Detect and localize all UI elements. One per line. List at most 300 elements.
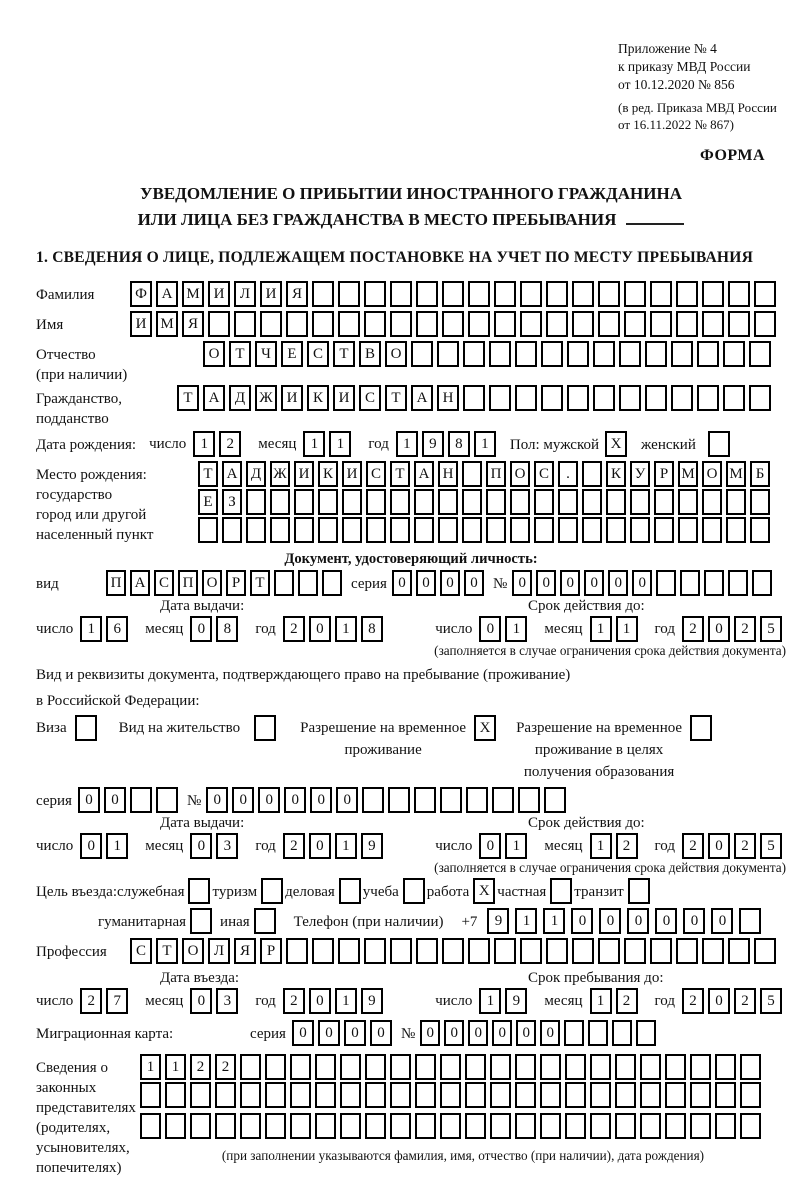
char-cell[interactable]: М [726,461,746,487]
char-cell[interactable] [490,1113,511,1139]
char-cell[interactable] [615,1054,636,1080]
year-digit-cell[interactable]: 1 [474,431,496,457]
char-cell[interactable] [598,938,620,964]
char-cell[interactable] [645,385,667,411]
char-cell[interactable]: 0 [258,787,280,813]
char-cell[interactable]: И [260,281,282,307]
char-cell[interactable] [338,938,360,964]
char-cell[interactable] [572,281,594,307]
char-cell[interactable]: К [606,461,626,487]
char-cell[interactable] [437,341,459,367]
char-cell[interactable]: 0 [516,1020,536,1046]
char-cell[interactable] [676,281,698,307]
char-cell[interactable]: 0 [540,1020,560,1046]
char-cell[interactable] [165,1082,186,1108]
char-cell[interactable] [715,1113,736,1139]
char-cell[interactable]: Я [182,311,204,337]
year-digit-cell[interactable]: 0 [309,616,331,642]
char-cell[interactable]: Ж [255,385,277,411]
month-digit-cell[interactable]: 8 [216,616,238,642]
char-cell[interactable] [665,1054,686,1080]
char-cell[interactable]: И [130,311,152,337]
char-cell[interactable]: М [678,461,698,487]
char-cell[interactable]: Е [281,341,303,367]
char-cell[interactable] [265,1082,286,1108]
char-cell[interactable] [489,385,511,411]
purpose-work-checkbox[interactable]: X [473,878,495,904]
char-cell[interactable] [702,489,722,515]
char-cell[interactable] [438,517,458,543]
char-cell[interactable] [140,1082,161,1108]
year-digit-cell[interactable]: 1 [396,431,418,457]
char-cell[interactable]: Е [198,489,218,515]
char-cell[interactable] [654,517,674,543]
char-cell[interactable]: Н [437,385,459,411]
char-cell[interactable]: Л [234,281,256,307]
char-cell[interactable] [190,1082,211,1108]
char-cell[interactable] [749,341,771,367]
char-cell[interactable] [486,517,506,543]
char-cell[interactable] [750,489,770,515]
char-cell[interactable]: О [203,341,225,367]
char-cell[interactable] [540,1054,561,1080]
char-cell[interactable] [364,281,386,307]
char-cell[interactable] [468,281,490,307]
char-cell[interactable] [265,1113,286,1139]
char-cell[interactable] [290,1113,311,1139]
char-cell[interactable] [342,489,362,515]
char-cell[interactable] [593,341,615,367]
char-cell[interactable] [438,489,458,515]
char-cell[interactable] [728,938,750,964]
char-cell[interactable]: С [534,461,554,487]
char-cell[interactable]: 0 [711,908,733,934]
char-cell[interactable]: А [130,570,150,596]
char-cell[interactable]: 2 [190,1054,211,1080]
char-cell[interactable] [338,311,360,337]
char-cell[interactable]: 0 [627,908,649,934]
char-cell[interactable] [726,489,746,515]
year-digit-cell[interactable]: 0 [309,988,331,1014]
char-cell[interactable] [697,341,719,367]
char-cell[interactable] [490,1054,511,1080]
char-cell[interactable] [598,281,620,307]
year-digit-cell[interactable]: 5 [760,833,782,859]
char-cell[interactable]: Ж [270,461,290,487]
char-cell[interactable] [312,281,334,307]
visa-checkbox[interactable] [75,715,97,741]
year-digit-cell[interactable]: 2 [283,833,305,859]
char-cell[interactable] [650,311,672,337]
char-cell[interactable] [318,489,338,515]
char-cell[interactable] [222,517,242,543]
char-cell[interactable] [215,1113,236,1139]
char-cell[interactable] [414,517,434,543]
char-cell[interactable] [680,570,700,596]
char-cell[interactable] [260,311,282,337]
char-cell[interactable] [315,1082,336,1108]
char-cell[interactable] [540,1113,561,1139]
char-cell[interactable] [294,517,314,543]
char-cell[interactable] [590,1054,611,1080]
char-cell[interactable] [728,570,748,596]
char-cell[interactable]: 0 [104,787,126,813]
day-digit-cell[interactable]: 1 [106,833,128,859]
char-cell[interactable] [298,570,318,596]
char-cell[interactable]: П [486,461,506,487]
char-cell[interactable] [465,1082,486,1108]
char-cell[interactable] [624,281,646,307]
char-cell[interactable] [630,489,650,515]
char-cell[interactable]: С [366,461,386,487]
year-digit-cell[interactable]: 8 [448,431,470,457]
char-cell[interactable]: И [333,385,355,411]
month-digit-cell[interactable]: 1 [590,988,612,1014]
purpose-tourism-checkbox[interactable] [261,878,283,904]
char-cell[interactable]: А [203,385,225,411]
char-cell[interactable] [697,385,719,411]
char-cell[interactable] [265,1054,286,1080]
char-cell[interactable]: 0 [560,570,580,596]
char-cell[interactable]: 0 [440,570,460,596]
char-cell[interactable] [615,1082,636,1108]
char-cell[interactable] [752,570,772,596]
char-cell[interactable] [198,517,218,543]
char-cell[interactable] [190,1113,211,1139]
char-cell[interactable] [246,489,266,515]
char-cell[interactable] [390,311,412,337]
month-digit-cell[interactable]: 3 [216,988,238,1014]
char-cell[interactable] [462,489,482,515]
char-cell[interactable] [645,341,667,367]
char-cell[interactable]: 0 [78,787,100,813]
purpose-other-checkbox[interactable] [254,908,276,934]
char-cell[interactable] [690,1113,711,1139]
char-cell[interactable] [318,517,338,543]
char-cell[interactable] [676,311,698,337]
day-digit-cell[interactable]: 1 [80,616,102,642]
year-digit-cell[interactable]: 0 [309,833,331,859]
char-cell[interactable]: 0 [608,570,628,596]
char-cell[interactable] [726,517,746,543]
char-cell[interactable] [340,1082,361,1108]
char-cell[interactable] [130,787,152,813]
char-cell[interactable] [416,311,438,337]
month-digit-cell[interactable]: 1 [616,616,638,642]
char-cell[interactable] [702,311,724,337]
purpose-study-checkbox[interactable] [403,878,425,904]
char-cell[interactable] [702,281,724,307]
day-digit-cell[interactable]: 0 [479,833,501,859]
char-cell[interactable] [390,517,410,543]
day-digit-cell[interactable]: 1 [505,833,527,859]
char-cell[interactable] [362,787,384,813]
char-cell[interactable] [671,341,693,367]
day-digit-cell[interactable]: 0 [80,833,102,859]
char-cell[interactable]: П [178,570,198,596]
char-cell[interactable]: 0 [512,570,532,596]
day-digit-cell[interactable]: 2 [80,988,102,1014]
char-cell[interactable] [322,570,342,596]
char-cell[interactable]: Т [229,341,251,367]
char-cell[interactable] [740,1113,761,1139]
char-cell[interactable] [546,311,568,337]
char-cell[interactable] [390,1082,411,1108]
char-cell[interactable] [565,1082,586,1108]
month-digit-cell[interactable]: 1 [590,616,612,642]
char-cell[interactable] [463,341,485,367]
char-cell[interactable] [702,938,724,964]
char-cell[interactable]: М [156,311,178,337]
char-cell[interactable] [365,1054,386,1080]
purpose-business-checkbox[interactable] [339,878,361,904]
char-cell[interactable]: Л [208,938,230,964]
char-cell[interactable]: 0 [632,570,652,596]
char-cell[interactable] [740,1082,761,1108]
purpose-official-checkbox[interactable] [188,878,210,904]
char-cell[interactable] [588,1020,608,1046]
char-cell[interactable] [465,1054,486,1080]
day-digit-cell[interactable]: 7 [106,988,128,1014]
char-cell[interactable]: 0 [536,570,556,596]
char-cell[interactable]: Т [250,570,270,596]
char-cell[interactable] [739,908,761,934]
char-cell[interactable] [754,938,776,964]
char-cell[interactable] [650,938,672,964]
year-digit-cell[interactable]: 9 [361,988,383,1014]
char-cell[interactable] [546,938,568,964]
char-cell[interactable] [754,311,776,337]
char-cell[interactable] [414,489,434,515]
char-cell[interactable] [270,489,290,515]
char-cell[interactable] [740,1054,761,1080]
char-cell[interactable] [234,311,256,337]
char-cell[interactable] [315,1113,336,1139]
char-cell[interactable] [546,281,568,307]
char-cell[interactable] [390,489,410,515]
char-cell[interactable] [541,341,563,367]
char-cell[interactable] [463,385,485,411]
char-cell[interactable]: М [182,281,204,307]
char-cell[interactable] [486,489,506,515]
char-cell[interactable] [590,1113,611,1139]
char-cell[interactable]: 0 [292,1020,314,1046]
month-digit-cell[interactable]: 1 [303,431,325,457]
char-cell[interactable] [749,385,771,411]
char-cell[interactable] [715,1054,736,1080]
char-cell[interactable]: О [510,461,530,487]
char-cell[interactable] [494,938,516,964]
char-cell[interactable] [656,570,676,596]
month-digit-cell[interactable]: 1 [329,431,351,457]
char-cell[interactable] [240,1054,261,1080]
char-cell[interactable] [654,489,674,515]
char-cell[interactable] [390,1054,411,1080]
char-cell[interactable] [544,787,566,813]
char-cell[interactable]: О [385,341,407,367]
year-digit-cell[interactable]: 2 [734,988,756,1014]
char-cell[interactable] [558,489,578,515]
char-cell[interactable] [515,1082,536,1108]
char-cell[interactable] [534,489,554,515]
char-cell[interactable]: К [307,385,329,411]
char-cell[interactable] [312,311,334,337]
char-cell[interactable] [390,281,412,307]
purpose-transit-checkbox[interactable] [628,878,650,904]
char-cell[interactable]: 0 [206,787,228,813]
char-cell[interactable]: 1 [140,1054,161,1080]
char-cell[interactable] [520,938,542,964]
year-digit-cell[interactable]: 5 [760,616,782,642]
char-cell[interactable]: 9 [487,908,509,934]
char-cell[interactable]: 0 [310,787,332,813]
char-cell[interactable]: 0 [420,1020,440,1046]
char-cell[interactable] [567,385,589,411]
char-cell[interactable]: И [208,281,230,307]
char-cell[interactable] [612,1020,632,1046]
char-cell[interactable] [619,385,641,411]
day-digit-cell[interactable]: 0 [479,616,501,642]
char-cell[interactable] [630,517,650,543]
char-cell[interactable]: 1 [165,1054,186,1080]
char-cell[interactable] [678,489,698,515]
char-cell[interactable]: О [182,938,204,964]
char-cell[interactable] [440,787,462,813]
char-cell[interactable]: П [106,570,126,596]
char-cell[interactable] [676,938,698,964]
char-cell[interactable] [340,1113,361,1139]
char-cell[interactable] [462,461,482,487]
char-cell[interactable] [388,787,410,813]
char-cell[interactable] [416,938,438,964]
char-cell[interactable] [240,1113,261,1139]
char-cell[interactable]: И [281,385,303,411]
char-cell[interactable] [246,517,266,543]
char-cell[interactable]: Б [750,461,770,487]
char-cell[interactable]: 0 [344,1020,366,1046]
year-digit-cell[interactable]: 2 [682,833,704,859]
char-cell[interactable] [671,385,693,411]
char-cell[interactable]: А [156,281,178,307]
char-cell[interactable] [416,281,438,307]
char-cell[interactable] [582,461,602,487]
char-cell[interactable] [690,1054,711,1080]
char-cell[interactable]: 2 [215,1054,236,1080]
char-cell[interactable] [240,1082,261,1108]
char-cell[interactable] [338,281,360,307]
char-cell[interactable] [590,1082,611,1108]
char-cell[interactable]: Т [385,385,407,411]
year-digit-cell[interactable]: 0 [708,833,730,859]
char-cell[interactable]: Д [229,385,251,411]
char-cell[interactable] [541,385,563,411]
edu-permit-checkbox[interactable] [690,715,712,741]
residence-permit-checkbox[interactable] [254,715,276,741]
char-cell[interactable] [390,1113,411,1139]
char-cell[interactable] [366,489,386,515]
month-digit-cell[interactable]: 3 [216,833,238,859]
char-cell[interactable] [515,341,537,367]
month-digit-cell[interactable]: 0 [190,988,212,1014]
char-cell[interactable] [442,281,464,307]
char-cell[interactable] [702,517,722,543]
char-cell[interactable] [510,489,530,515]
char-cell[interactable]: Р [654,461,674,487]
char-cell[interactable] [640,1113,661,1139]
char-cell[interactable] [215,1082,236,1108]
char-cell[interactable] [636,1020,656,1046]
char-cell[interactable]: 0 [318,1020,340,1046]
char-cell[interactable] [286,311,308,337]
char-cell[interactable] [640,1054,661,1080]
char-cell[interactable]: Т [390,461,410,487]
char-cell[interactable] [364,938,386,964]
year-digit-cell[interactable]: 8 [361,616,383,642]
char-cell[interactable] [572,938,594,964]
char-cell[interactable] [593,385,615,411]
char-cell[interactable]: 0 [599,908,621,934]
temp-permit-checkbox[interactable]: X [474,715,496,741]
char-cell[interactable]: Ф [130,281,152,307]
year-digit-cell[interactable]: 1 [335,833,357,859]
year-digit-cell[interactable]: 1 [335,988,357,1014]
day-digit-cell[interactable]: 2 [219,431,241,457]
year-digit-cell[interactable]: 2 [734,833,756,859]
char-cell[interactable]: Ч [255,341,277,367]
char-cell[interactable] [754,281,776,307]
char-cell[interactable]: С [307,341,329,367]
day-digit-cell[interactable]: 1 [505,616,527,642]
char-cell[interactable]: . [558,461,578,487]
char-cell[interactable]: 0 [492,1020,512,1046]
char-cell[interactable]: Д [246,461,266,487]
char-cell[interactable]: 0 [571,908,593,934]
char-cell[interactable]: А [222,461,242,487]
month-digit-cell[interactable]: 0 [190,616,212,642]
char-cell[interactable]: Т [156,938,178,964]
char-cell[interactable] [678,517,698,543]
char-cell[interactable]: 0 [232,787,254,813]
char-cell[interactable]: С [154,570,174,596]
char-cell[interactable] [565,1054,586,1080]
char-cell[interactable] [489,341,511,367]
char-cell[interactable] [572,311,594,337]
char-cell[interactable] [515,1054,536,1080]
char-cell[interactable] [615,1113,636,1139]
char-cell[interactable] [390,938,412,964]
char-cell[interactable] [624,938,646,964]
char-cell[interactable]: У [630,461,650,487]
char-cell[interactable]: В [359,341,381,367]
char-cell[interactable]: 0 [468,1020,488,1046]
char-cell[interactable] [365,1082,386,1108]
char-cell[interactable]: А [411,385,433,411]
char-cell[interactable] [564,1020,584,1046]
char-cell[interactable] [274,570,294,596]
char-cell[interactable] [208,311,230,337]
char-cell[interactable]: Н [438,461,458,487]
char-cell[interactable]: Т [177,385,199,411]
char-cell[interactable] [415,1082,436,1108]
char-cell[interactable] [750,517,770,543]
char-cell[interactable] [558,517,578,543]
year-digit-cell[interactable]: 2 [283,616,305,642]
year-digit-cell[interactable]: 0 [708,616,730,642]
char-cell[interactable] [440,1054,461,1080]
char-cell[interactable] [606,517,626,543]
month-digit-cell[interactable]: 2 [616,988,638,1014]
char-cell[interactable] [290,1054,311,1080]
